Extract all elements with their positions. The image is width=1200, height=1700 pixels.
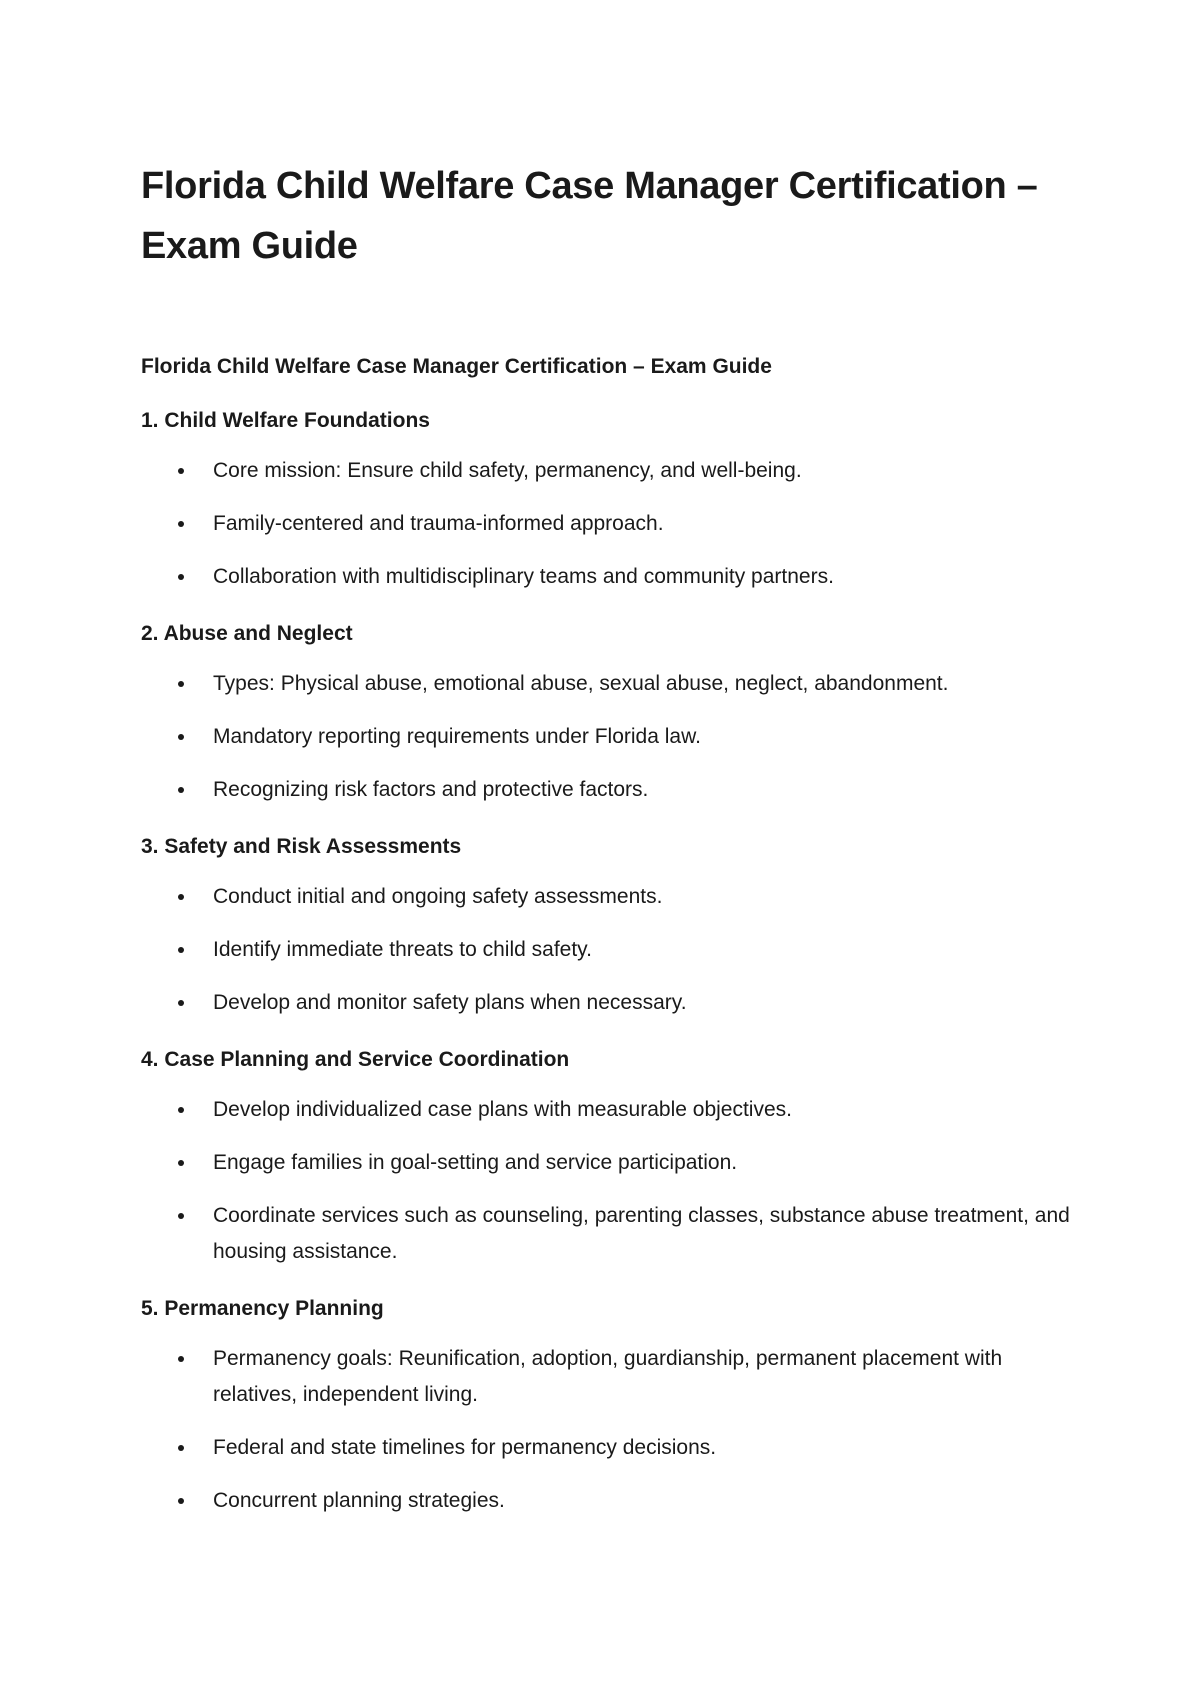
list-item-text: Collaboration with multidisciplinary teams and community partners. xyxy=(213,565,834,588)
list-item-text: Concurrent planning strategies. xyxy=(213,1489,505,1512)
list-item xyxy=(141,1145,1071,1181)
bullet-icon xyxy=(178,894,184,900)
section-heading: 1. Child Welfare Foundations xyxy=(141,409,430,432)
list-item-text: Family-centered and trauma-informed approach. xyxy=(213,512,664,535)
bullet-icon xyxy=(178,521,184,527)
document-subtitle: Florida Child Welfare Case Manager Certification – Exam Guide xyxy=(141,355,772,378)
section-heading: 3. Safety and Risk Assessments xyxy=(141,835,462,858)
list-item xyxy=(141,1430,1071,1466)
list-item xyxy=(141,719,1071,755)
list-item xyxy=(141,1483,1071,1519)
bullet-icon xyxy=(178,574,184,580)
bullet-list xyxy=(141,666,1071,808)
bullet-icon xyxy=(178,1160,184,1166)
list-item-text: Permanency goals: Reunification, adoption, guardianship, permanent placement with relatives, independent living. xyxy=(213,1347,1003,1406)
bullet-icon xyxy=(178,1213,184,1219)
bullet-list xyxy=(141,1341,1071,1519)
section-heading: 5. Permanency Planning xyxy=(141,1297,384,1320)
bullet-icon xyxy=(178,1356,184,1362)
list-item xyxy=(141,932,1071,968)
list-item xyxy=(141,1092,1071,1128)
bullet-icon xyxy=(178,681,184,687)
bullet-icon xyxy=(178,947,184,953)
list-item-text: Recognizing risk factors and protective factors. xyxy=(213,778,649,801)
list-item-text: Core mission: Ensure child safety, permanency, and well-being. xyxy=(213,459,802,482)
list-item-text: Develop and monitor safety plans when necessary. xyxy=(213,991,687,1014)
list-item-text: Types: Physical abuse, emotional abuse, sexual abuse, neglect, abandonment. xyxy=(213,672,949,695)
bullet-list xyxy=(141,879,1071,1021)
section-case-planning xyxy=(141,1045,1071,1270)
list-item-text: Engage families in goal-setting and service participation. xyxy=(213,1151,738,1174)
list-item xyxy=(141,453,1071,489)
section-safety-and-risk-assessments xyxy=(141,832,1071,1021)
list-item xyxy=(141,772,1071,808)
list-item-text: Identify immediate threats to child safety. xyxy=(213,938,592,961)
bullet-icon xyxy=(178,468,184,474)
list-item-text: Federal and state timelines for permanency decisions. xyxy=(213,1436,717,1459)
list-item-text: Mandatory reporting requirements under Florida law. xyxy=(213,725,701,748)
list-item xyxy=(141,666,1071,702)
bullet-list xyxy=(141,1092,1071,1270)
bullet-icon xyxy=(178,1498,184,1504)
list-item xyxy=(141,985,1071,1021)
list-item xyxy=(141,879,1071,915)
section-abuse-and-neglect xyxy=(141,619,1071,808)
section-heading: 2. Abuse and Neglect xyxy=(141,622,353,645)
document-page xyxy=(141,156,1071,1519)
bullet-icon xyxy=(178,1107,184,1113)
list-item-text: Conduct initial and ongoing safety assessments. xyxy=(213,885,663,908)
list-item xyxy=(141,1341,1071,1413)
section-child-welfare-foundations xyxy=(141,406,1071,595)
bullet-list xyxy=(141,453,1071,595)
section-heading: 4. Case Planning and Service Coordination xyxy=(141,1048,570,1071)
section-permanency-planning xyxy=(141,1294,1071,1519)
bullet-icon xyxy=(178,1445,184,1451)
list-item xyxy=(141,559,1071,595)
bullet-icon xyxy=(178,734,184,740)
list-item-text: Coordinate services such as counseling, parenting classes, substance abuse treatment, and housing assistance. xyxy=(213,1204,1070,1263)
bullet-icon xyxy=(178,787,184,793)
list-item xyxy=(141,506,1071,542)
list-item xyxy=(141,1198,1071,1270)
list-item-text: Develop individualized case plans with measurable objectives. xyxy=(213,1098,792,1121)
document-title: Florida Child Welfare Case Manager Certification – Exam Guide xyxy=(141,165,1038,267)
bullet-icon xyxy=(178,1000,184,1006)
